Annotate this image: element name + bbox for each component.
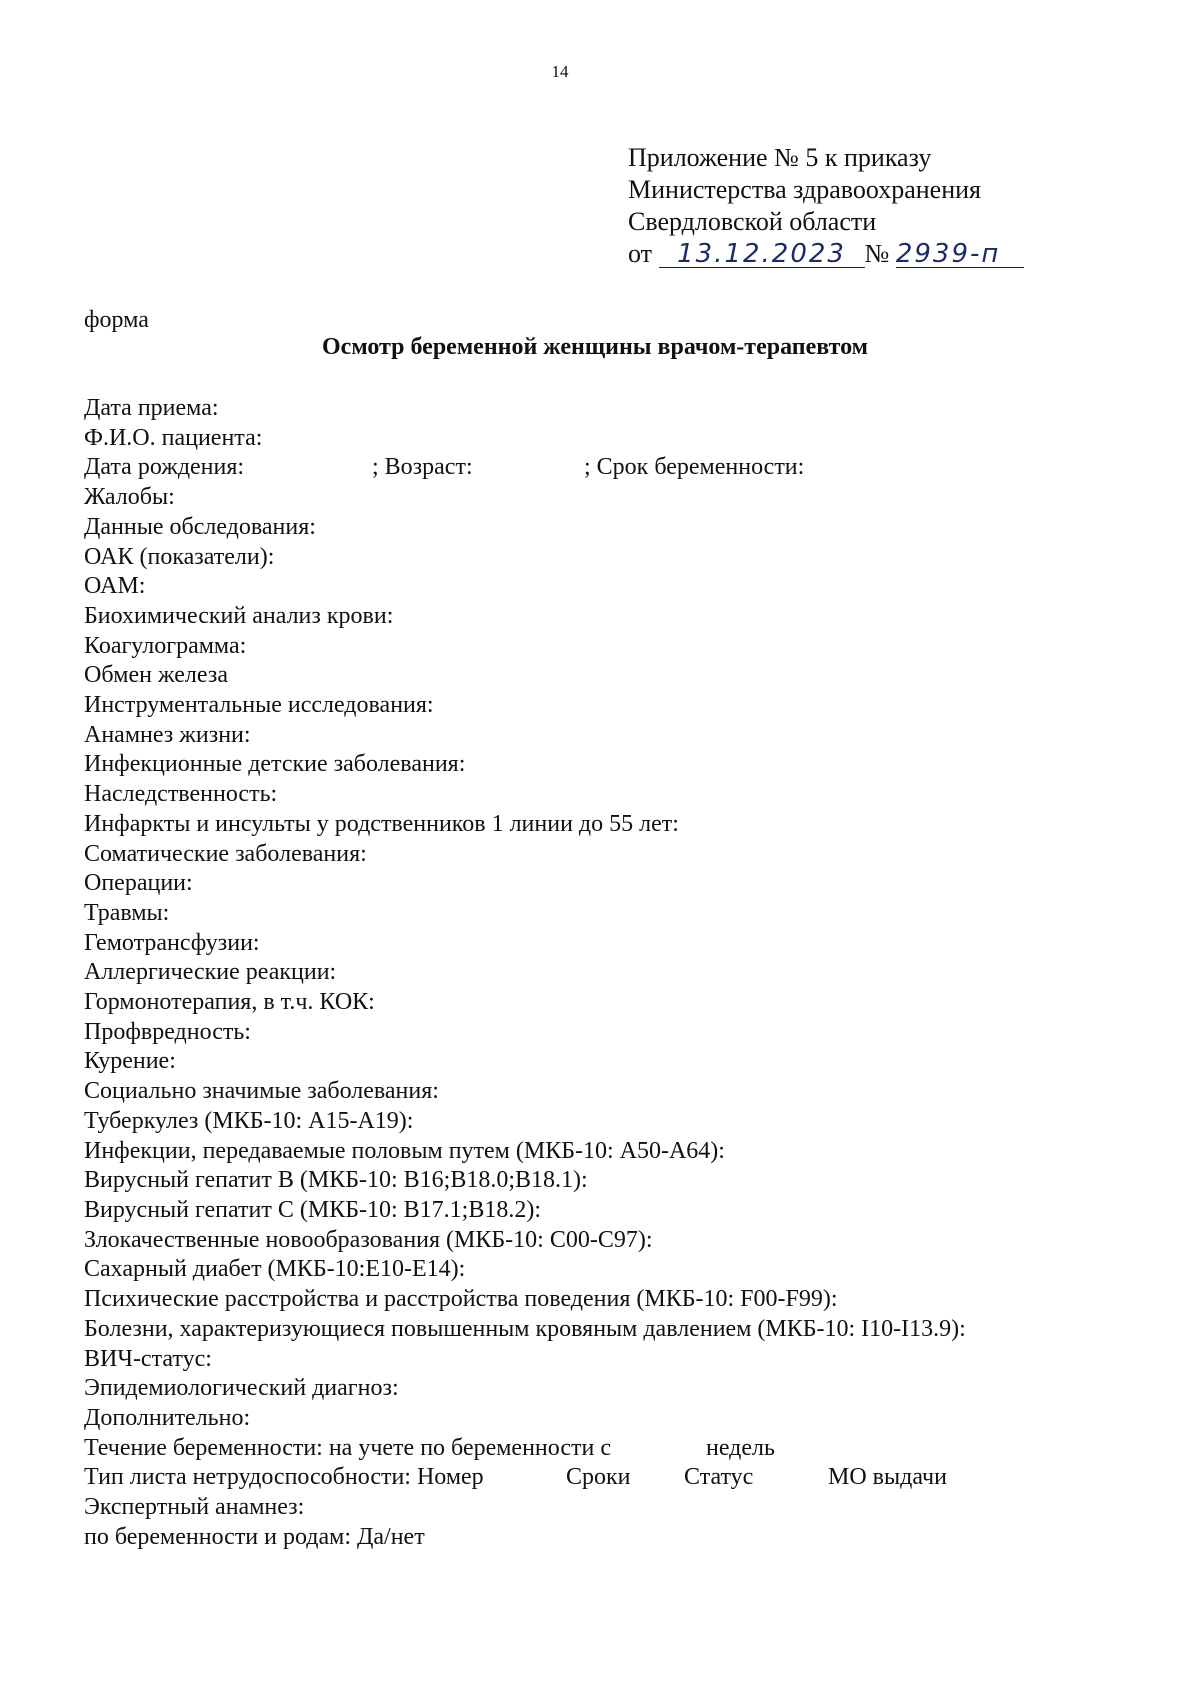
field-birth-age-term xyxy=(84,453,1044,483)
exam-form-fields xyxy=(84,394,1044,1552)
field-biochem: Биохимический анализ крови: xyxy=(84,602,394,629)
field-transfusions: Гемотрансфузии: xyxy=(84,929,260,956)
field-maternity-leave: по беременности и родам: Да/нет xyxy=(84,1523,425,1550)
field-tuberculosis: Туберкулез (МКБ-10: А15-А19): xyxy=(84,1107,414,1134)
field-diabetes: Сахарный диабет (МКБ-10:Е10-Е14): xyxy=(84,1256,466,1283)
field-age: ; Возраст: xyxy=(372,454,473,481)
annex-header xyxy=(628,142,1024,270)
annex-line-3: Свердловской области xyxy=(628,207,877,236)
field-heredity: Наследственность: xyxy=(84,781,278,808)
issuing-mo-label: МО выдачи xyxy=(828,1464,947,1491)
order-date-handwritten: 13.12.2023 xyxy=(659,241,865,268)
field-patient-name: Ф.И.О. пациента: xyxy=(84,424,263,451)
status-label: Статус xyxy=(684,1464,754,1491)
field-operations: Операции: xyxy=(84,870,193,897)
page-number: 14 xyxy=(551,62,569,81)
field-occupational: Профвредность: xyxy=(84,1018,251,1045)
field-childhood-infections: Инфекционные детские заболевания: xyxy=(84,751,466,778)
field-somatic: Соматические заболевания: xyxy=(84,840,367,867)
field-sick-leave xyxy=(84,1463,1044,1493)
field-life-history: Анамнез жизни: xyxy=(84,721,251,748)
field-birth-date: Дата рождения: xyxy=(84,454,245,481)
field-injuries: Травмы: xyxy=(84,899,170,926)
weeks-label: недель xyxy=(706,1434,775,1461)
field-iron: Обмен железа xyxy=(84,662,228,689)
field-additional: Дополнительно: xyxy=(84,1404,251,1431)
field-smoking: Курение: xyxy=(84,1048,176,1075)
field-coagulogram: Коагулограмма: xyxy=(84,632,247,659)
field-complaints: Жалобы: xyxy=(84,484,175,511)
field-sti: Инфекции, передаваемые половым путем (МКБ-10: А50-А64): xyxy=(84,1137,725,1164)
field-pregnancy-term: ; Срок беременности: xyxy=(584,454,805,481)
annex-line-1: Приложение № 5 к приказу xyxy=(628,143,932,172)
field-epidemiological: Эпидемиологический диагноз: xyxy=(84,1375,399,1402)
terms-label: Сроки xyxy=(566,1464,631,1491)
field-hypertension: Болезни, характеризующиеся повышенным кровяным давлением (МКБ-10: I10-I13.9): xyxy=(84,1315,966,1342)
field-pregnancy-course xyxy=(84,1434,1044,1464)
annex-date-line xyxy=(628,238,1024,270)
field-hiv: ВИЧ-статус: xyxy=(84,1345,212,1372)
field-mental: Психические расстройства и расстройства поведения (МКБ-10: F00-F99): xyxy=(84,1286,838,1313)
field-urinalysis: ОАМ: xyxy=(84,573,146,600)
form-label: форма xyxy=(84,307,149,333)
field-hormones: Гормонотерапия, в т.ч. КОК: xyxy=(84,989,375,1016)
page-title: Осмотр беременной женщины врачом-терапевтом xyxy=(322,334,868,360)
number-prefix: № xyxy=(864,239,890,268)
sick-leave-type-label: Тип листа нетрудоспособности: Номер xyxy=(84,1464,484,1491)
field-social-diseases: Социально значимые заболевания: xyxy=(84,1078,439,1105)
date-prefix: от xyxy=(628,239,653,268)
field-hepatitis-c: Вирусный гепатит С (МКБ-10: В17.1;В18.2): xyxy=(84,1196,542,1223)
field-heart-attacks: Инфаркты и инсульты у родственников 1 линии до 55 лет: xyxy=(84,810,679,837)
order-number-handwritten: 2939-п xyxy=(896,241,1024,268)
field-neoplasms: Злокачественные новообразования (МКБ-10: С00-С97): xyxy=(84,1226,653,1253)
field-visit-date: Дата приема: xyxy=(84,395,219,421)
field-hepatitis-b: Вирусный гепатит В (МКБ-10: В16;В18.0;В18.1): xyxy=(84,1167,588,1194)
field-instrumental: Инструментальные исследования: xyxy=(84,692,434,719)
field-expert-history: Экспертный анамнез: xyxy=(84,1494,305,1521)
annex-line-2: Министерства здравоохранения xyxy=(628,175,981,204)
field-cbc: ОАК (показатели): xyxy=(84,543,275,570)
field-allergies: Аллергические реакции: xyxy=(84,959,337,986)
pregnancy-course-label: Течение беременности: на учете по беременности с xyxy=(84,1434,612,1461)
field-exam-data: Данные обследования: xyxy=(84,513,316,540)
